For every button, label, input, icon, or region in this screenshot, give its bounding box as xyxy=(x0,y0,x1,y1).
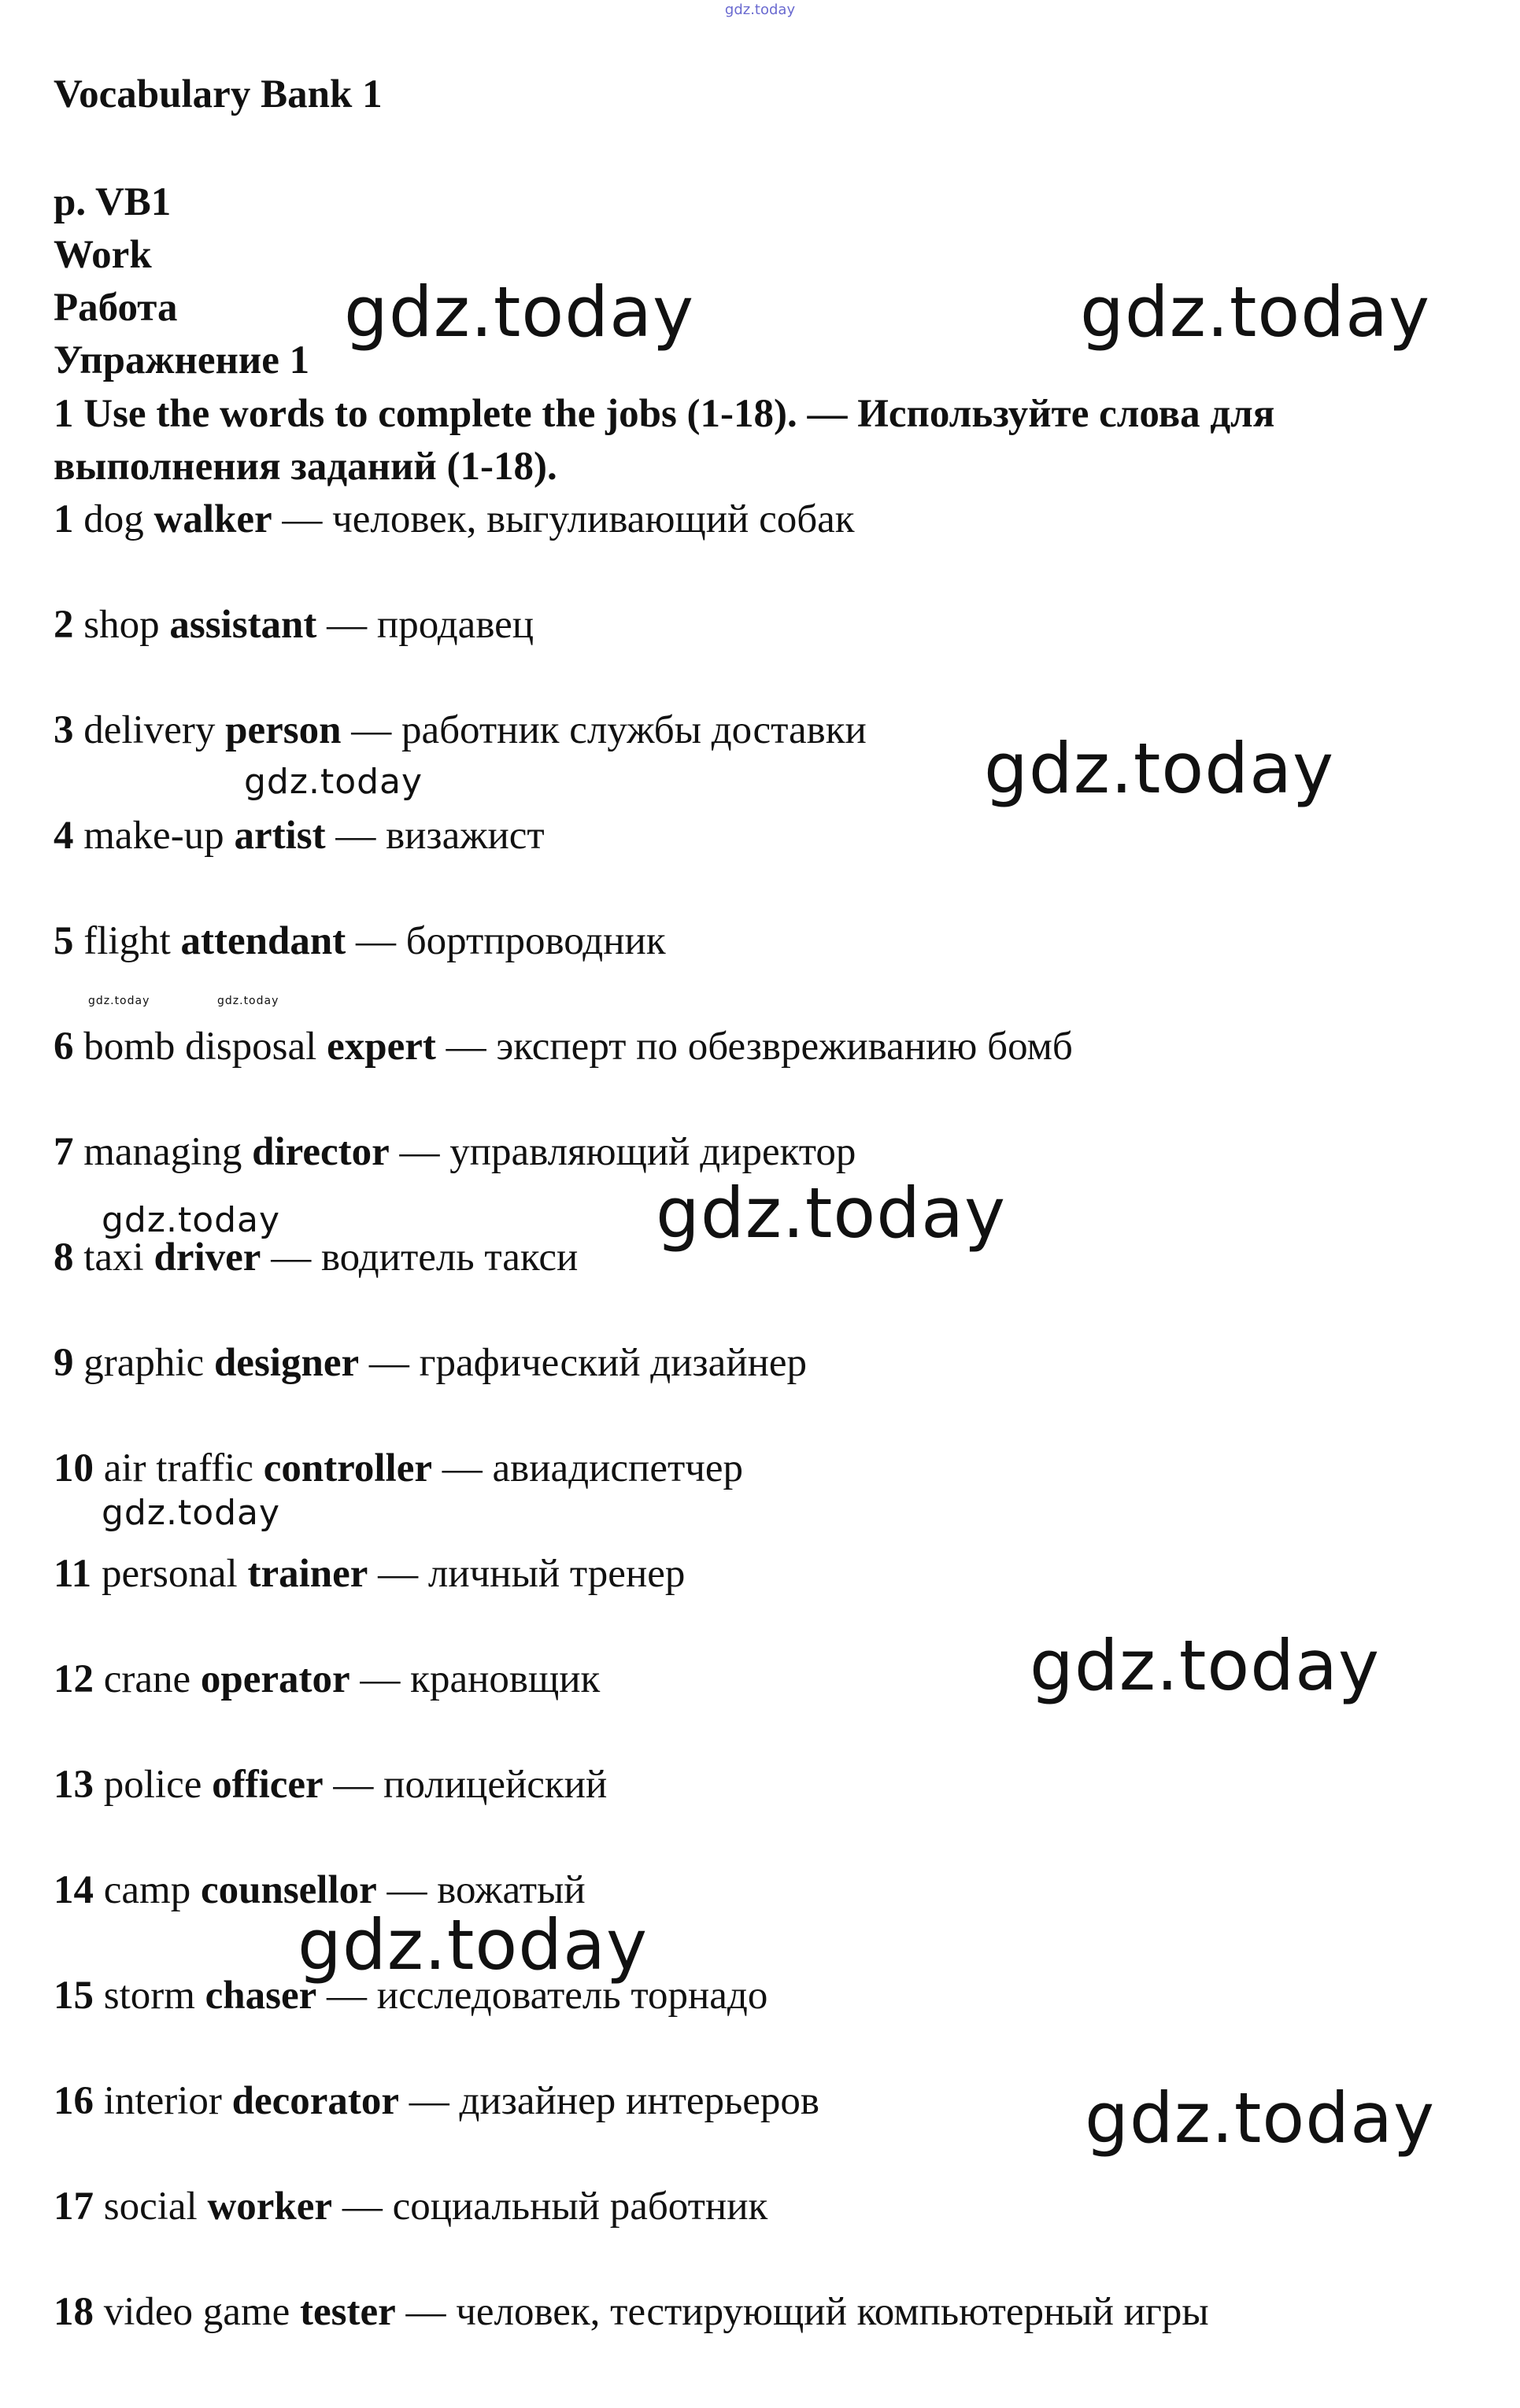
watermark: gdz.today xyxy=(102,1493,281,1533)
page-reference: p. VB1 xyxy=(54,180,172,224)
list-item: 10 air traffic controller — авиадиспетчер xyxy=(54,1446,744,1490)
list-item: 3 delivery person — работник службы доставки xyxy=(54,708,867,752)
watermark: gdz.today xyxy=(217,995,279,1007)
list-item: 17 social worker — социальный работник xyxy=(54,2185,768,2229)
list-item: 11 personal trainer — личный тренер xyxy=(54,1552,686,1596)
list-item: 18 video game tester — человек, тестирующий компьютерный игры xyxy=(54,2290,1209,2334)
topic-english: Work xyxy=(54,233,152,277)
exercise-heading: Упражнение 1 xyxy=(54,338,310,382)
list-item: 8 taxi driver — водитель такси xyxy=(54,1235,579,1280)
list-item: 2 shop assistant — продавец xyxy=(54,603,534,647)
watermark: gdz.today xyxy=(344,271,695,353)
watermark: gdz.today xyxy=(244,762,423,802)
watermark: gdz.today xyxy=(102,1200,281,1240)
watermark: gdz.today xyxy=(1030,1625,1381,1706)
list-item: 15 storm chaser — исследователь торнадо xyxy=(54,1974,768,2018)
watermark: gdz.today xyxy=(656,1173,1007,1254)
list-item: 13 police officer — полицейский xyxy=(54,1763,608,1807)
instruction-line-2: выполнения заданий (1-18). xyxy=(54,445,557,489)
list-item: 7 managing director — управляющий директор xyxy=(54,1130,856,1174)
instruction-line-1: 1 Use the words to complete the jobs (1-18). — Используйте слова для xyxy=(54,392,1275,436)
list-item: 4 make-up artist — визажист xyxy=(54,814,545,858)
list-item: 1 dog walker — человек, выгуливающий собак xyxy=(54,497,855,541)
watermark: gdz.today xyxy=(1085,2077,1436,2159)
document-title: Vocabulary Bank 1 xyxy=(54,72,383,116)
list-item: 5 flight attendant — бортпроводник xyxy=(54,919,666,963)
list-item: 6 bomb disposal expert — эксперт по обезвреживанию бомб xyxy=(54,1025,1073,1069)
list-item: 9 graphic designer — графический дизайнер xyxy=(54,1341,808,1385)
list-item: 16 interior decorator — дизайнер интерьеров xyxy=(54,2079,820,2123)
watermark: gdz.today xyxy=(1080,271,1431,353)
watermark: gdz.today xyxy=(984,728,1335,809)
topic-russian: Работа xyxy=(54,286,178,330)
header-watermark: gdz.today xyxy=(724,2,796,18)
watermark: gdz.today xyxy=(88,995,150,1007)
list-item: 12 crane operator — крановщик xyxy=(54,1657,601,1701)
list-item: 14 camp counsellor — вожатый xyxy=(54,1868,586,1912)
watermark: gdz.today xyxy=(298,1904,649,1985)
